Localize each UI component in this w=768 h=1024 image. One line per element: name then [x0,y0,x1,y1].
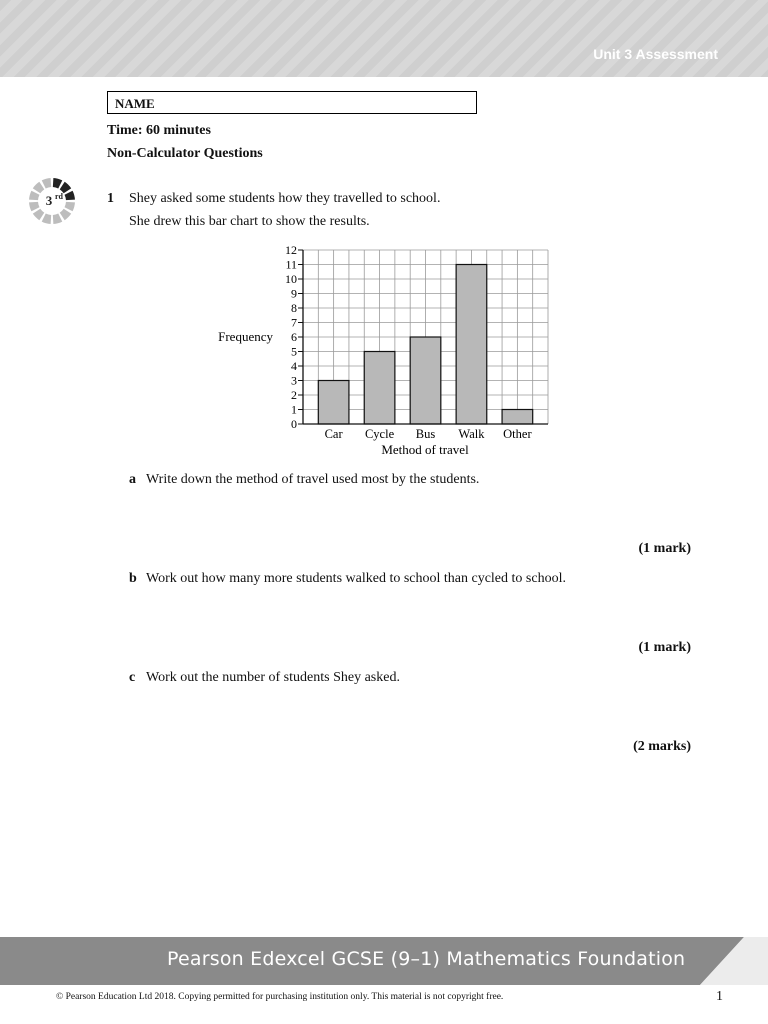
bar-bus [410,337,441,424]
y-tick-label: 7 [291,315,297,330]
bar-other [502,410,533,425]
x-axis-label: Method of travel [381,442,469,457]
y-axis-label: Frequency [218,329,273,344]
name-label: NAME [115,96,155,111]
y-tick-labels [285,243,297,431]
part-b-text: Work out how many more students walked to school than cycled to school. [146,571,566,586]
y-tick-label: 9 [291,286,297,301]
y-tick-label: 0 [291,417,297,431]
badge-segment [29,191,39,200]
level-badge-icon [28,177,76,225]
y-tick-label: 6 [291,330,297,344]
name-field[interactable] [107,91,477,114]
part-c-text: Work out the number of students Shey asked. [146,670,400,685]
page-number: 1 [716,989,723,1004]
badge-segment [42,178,51,188]
x-tick-label: Cycle [364,427,395,441]
copyright-notice: © Pearson Education Ltd 2018. Copying permitted for purchasing institution only. This material is not copyright free. [56,992,504,1002]
bar-cycle [364,352,395,425]
y-tick-label: 1 [291,402,297,417]
level-number: 3 [45,193,53,208]
header-band [0,0,768,77]
question-text-line2: She drew this bar chart to show the results. [129,214,370,229]
header-title: Unit 3 Assessment [593,46,718,62]
badge-segment [33,182,44,193]
section-title: Non-Calculator Questions [107,146,263,161]
badge-segment [33,209,44,220]
footer-title: Pearson Edexcel GCSE (9–1) Mathematics Foundation [167,948,686,970]
x-tick-label: Walk [458,427,485,441]
part-a-label: a [129,472,136,487]
part-c-label: c [129,670,136,685]
badge-segment [60,209,71,220]
y-tick-label: 4 [291,359,297,373]
y-tick-label: 8 [291,301,297,315]
y-tick-label: 12 [285,243,297,257]
part-a-text: Write down the method of travel used most by the students. [146,472,480,487]
y-tick-label: 5 [291,344,297,359]
x-tick-label: Car [324,427,343,441]
bar-chart [205,240,565,462]
part-b-marks: (1 mark) [638,640,691,655]
y-tick-label: 3 [291,373,297,388]
x-tick-labels [325,427,533,441]
time-allowed: Time: 60 minutes [107,123,211,138]
part-b-label: b [129,571,137,586]
y-tick-label: 11 [285,257,297,272]
x-tick-label: Other [503,427,532,441]
badge-segment [29,202,39,211]
badge-segment [65,191,75,200]
part-c-marks: (2 marks) [633,739,691,754]
question-number: 1 [107,191,114,206]
badge-segment [53,178,62,188]
badge-segment [42,214,51,224]
y-tick-label: 10 [285,272,297,286]
bar-walk [456,265,487,425]
part-a-marks: (1 mark) [638,541,691,556]
question-text-line1: Shey asked some students how they travelled to school. [129,191,441,206]
level-suffix: rd [55,192,63,201]
y-tick-label: 2 [291,388,297,402]
badge-segment [65,202,75,211]
bar-car [318,381,349,425]
x-tick-label: Bus [415,427,436,441]
badge-segment [53,214,62,224]
